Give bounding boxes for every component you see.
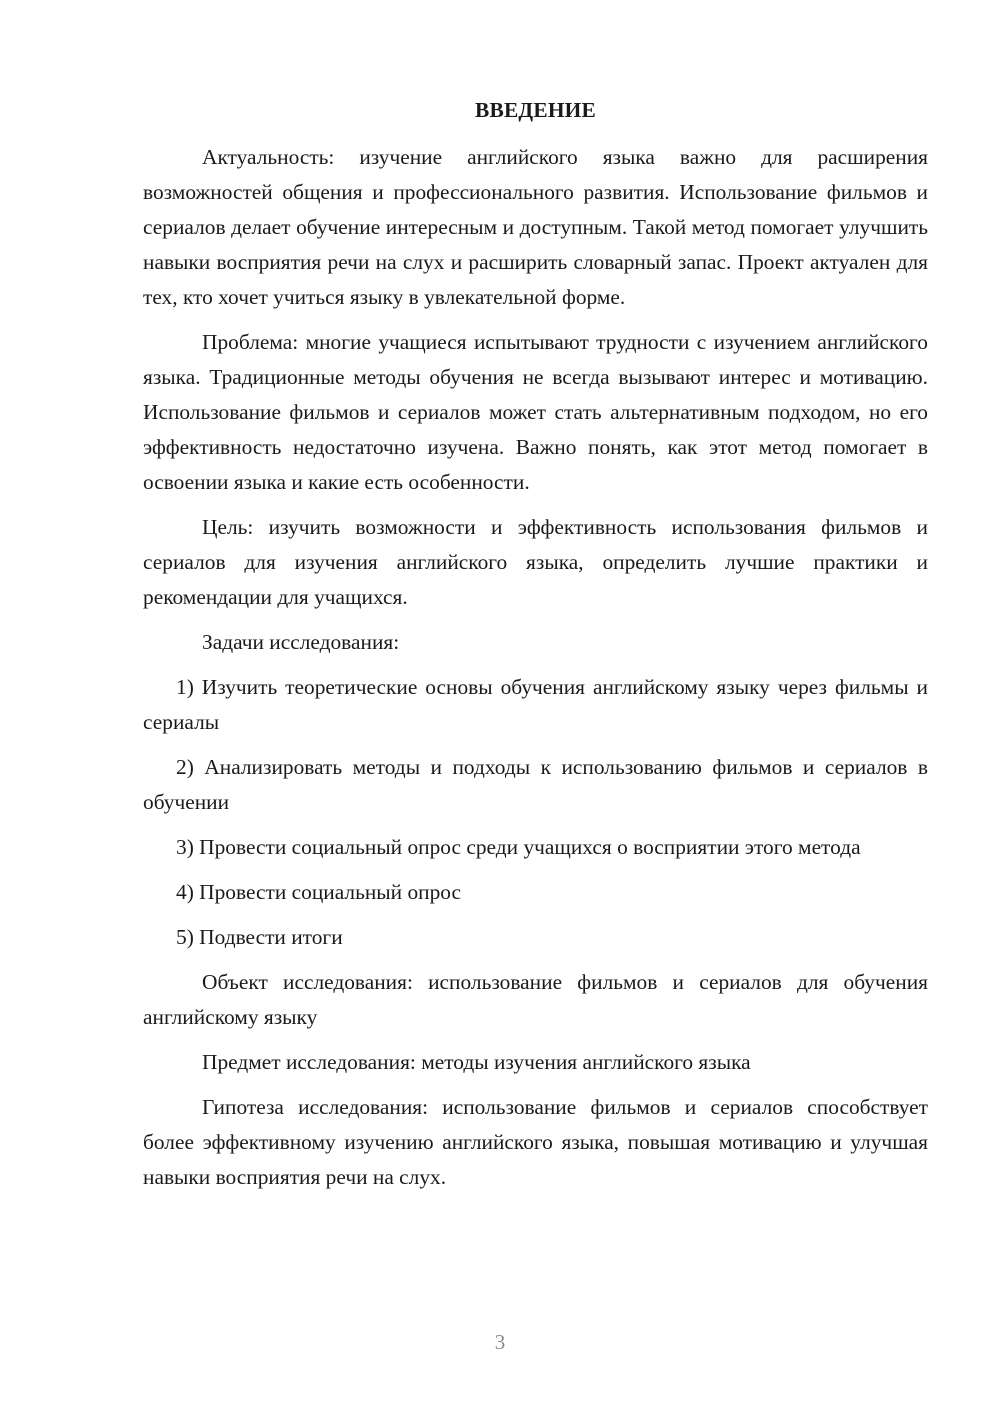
document-page [143, 93, 928, 1205]
goal-paragraph: Цель: изучить возможности и эффективность использования фильмов и сериалов для изучения английского языка, определить лучшие практики и рекомендации для учащихся. [143, 515, 928, 609]
task-item: 4) Провести социальный опрос [176, 880, 462, 904]
subject-paragraph: Предмет исследования: методы изучения английского языка [202, 1050, 751, 1074]
task-item: 5) Подвести итоги [176, 925, 343, 949]
problem-paragraph: Проблема: многие учащиеся испытывают трудности с изучением английского языка. Традиционные методы обучения не всегда вызывают интерес и мотивацию. Использование фильмов и сериалов может стать альтернативным подходом, но его эффективность недостаточно изучена. Важно понять, как этот метод помогает в освоении языка и какие есть особенности. [143, 330, 928, 494]
object-paragraph: Объект исследования: использование фильмов и сериалов для обучения английскому языку [143, 970, 928, 1029]
task-item: 2) Анализировать методы и подходы к использованию фильмов и сериалов в обучении [143, 755, 928, 814]
tasks-heading: Задачи исследования: [202, 630, 400, 654]
task-item: 1) Изучить теоретические основы обучения английскому языку через фильмы и сериалы [143, 675, 928, 734]
relevance-paragraph: Актуальность: изучение английского языка важно для расширения возможностей общения и профессионального развития. Использование фильмов и сериалов делает обучение интересным и доступным. Такой метод помогает улучшить навыки восприятия речи на слух и расширить словарный запас. Проект актуален для тех, кто хочет учиться языку в увлекательной форме. [143, 145, 928, 309]
task-item: 3) Провести социальный опрос среди учащихся о восприятии этого метода [176, 835, 861, 859]
hypothesis-paragraph: Гипотеза исследования: использование фильмов и сериалов способствует более эффективному изучению английского языка, повышая мотивацию и улучшая навыки восприятия речи на слух. [143, 1095, 928, 1189]
page-number: 3 [494, 1330, 506, 1354]
section-title: ВВЕДЕНИЕ [475, 98, 596, 122]
